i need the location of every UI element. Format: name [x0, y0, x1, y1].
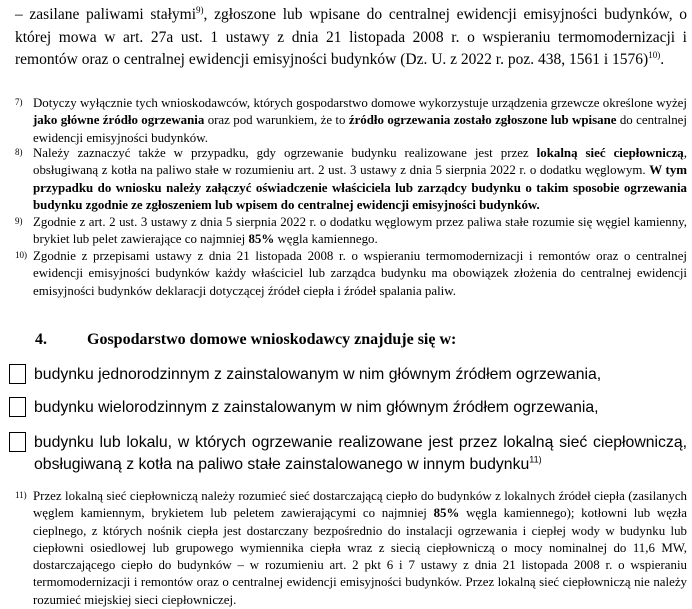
- intro-paragraph: – zasilane paliwami stałymi$^{9)}$, zgłoszone lub wpisane do centralnej ewidencji emisyjności budynków, o której mowa w art. 27a ust. 1 ustawy z dnia 21 listopada 2008 r. o wspieraniu termomodernizacji i remontów oraz o centralnej ewidencji emisyjności budynków (Dz. U. z 2022 r. poz. 438, 1561 i 1576)$^{10)}$.: [15, 4, 687, 68]
- option-multi-family-label: budynku wielorodzinnym z zainstalowanym w nim głównym źródłem ogrzewania,: [34, 399, 599, 416]
- footnote-number-8: 8): [15, 147, 23, 157]
- option-single-family-label: budynku jednorodzinnym z zainstalowanym w nim głównym źródłem ogrzewania,: [34, 366, 602, 383]
- footnote-7: Dotyczy wyłącznie tych wnioskodawców, których gospodarstwo domowe wykorzystuje urządzenia grzewcze określone wyżej jako główne źródło ogrzewania oraz pod warunkiem, że to źródło ogrzewania zostało zgłoszone lub wpisane do centralnej ewidencji emisyjności budynków.: [33, 96, 687, 145]
- section-title: Gospodarstwo domowe wnioskodawcy znajduje się w:: [87, 331, 457, 348]
- checkbox-local-heating-network[interactable]: [9, 432, 26, 452]
- footnote-number-10: 10): [15, 250, 27, 260]
- footnote-number-7: 7): [15, 97, 23, 107]
- footnote-8: Należy zaznaczyć także w przypadku, gdy ogrzewanie budynku realizowane jest przez lokalną sieć ciepłowniczą, obsługiwaną z kotła na paliwo stałe w rozumieniu art. 2 ust. 3 ustawy z dnia 5 sierpnia 2022 r. o dodatku węglowym. W tym przypadku do wniosku należy załączyć oświadczenie właściciela lub zarządcy budynku o takim sposobie ogrzewania budynku zgodnie ze zgłoszeniem lub wpisem do centralnej ewidencji emisyjności budynków.: [33, 146, 688, 212]
- footnote-11: Przez lokalną sieć ciepłowniczą należy rozumieć sieć dostarczającą ciepło do budynków z lokalnych źródeł ciepła (zasilanych węglem kamiennym, brykietem lub peletem zawierającymi co najmniej 85% węgla kamiennego); kotłowni lub węzła cieplnego, z których nośnik ciepła jest dostarczany bezpośrednio do instalacji ogrzewania i ciepłej wody w budynku lub ciepłowni osiedlowej lub grupowego wymiennika ciepła wraz z siecią ciepłowniczą o mocy nominalnej do 11,6 MW, dostarczającego ciepło do budynków – w rozumieniu art. 2 pkt 6 i 7 ustawy z dnia 21 listopada 2008 r. o wspieraniu termomodernizacji i remontów oraz o centralnej ewidencji emisyjności budynków. Przez lokalną sieć ciepłowniczą nie należy rozumieć miejskiej sieci ciepłowniczej.: [33, 489, 687, 607]
- footnote-10: Zgodnie z przepisami ustawy z dnia 21 listopada 2008 r. o wspieraniu termomodernizacji i remontów oraz o centralnej ewidencji emisyjności budynków każdy właściciel lub zarządca budynku ma obowiązek złożenia do centralnej ewidencji emisyjności budynków deklaracji dotyczącej źródeł ciepła i źródeł spalania paliw.: [33, 249, 687, 298]
- footnote-number-9: 9): [15, 216, 23, 226]
- checkbox-multi-family[interactable]: [9, 397, 26, 417]
- section-number: 4.: [35, 331, 47, 348]
- footnote-ref-10: 10): [648, 49, 661, 60]
- footnote-ref-11: 11): [529, 454, 542, 465]
- option-local-heating-network-label: budynku lub lokalu, w których ogrzewanie realizowane jest przez lokalną sieć ciepłowniczą, obsługiwaną z kotła na paliwo stałe zainstalowanego w innym budynku$^{11)}$: [34, 434, 687, 473]
- section-heading: [35, 331, 456, 349]
- checkbox-single-family[interactable]: [9, 364, 26, 384]
- footnote-ref-9: 9): [196, 4, 204, 15]
- footnote-9: Zgodnie z art. 2 ust. 3 ustawy z dnia 5 sierpnia 2022 r. o dodatku węglowym przez paliwa stałe rozumie się węgiel kamienny, brykiet lub pelet zawierające co najmniej 85% węgla kamiennego.: [33, 215, 687, 247]
- footnote-number-11: 11): [15, 490, 27, 500]
